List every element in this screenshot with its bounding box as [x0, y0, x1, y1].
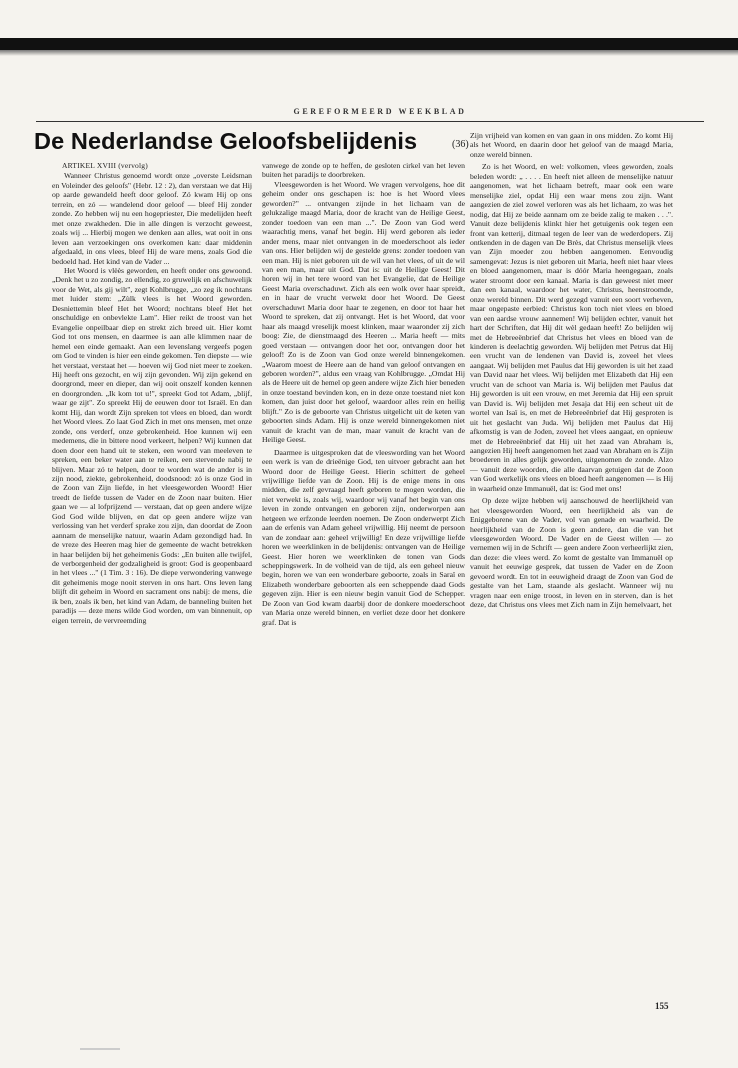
scan-top-shade	[0, 50, 738, 56]
page-number: 155	[655, 1001, 669, 1011]
paragraph: Het Woord is vlèès geworden, en heeft onder ons gewoond. „Denk het u zo zondig, zo ellendig, zo gruwelijk en afschuwelijk voor de Wet, als gij wilt", zegt Kohlbrugge, „zo zeg ik nochtans met luider stem: „Zùlk vlees is het Woord geworden. Desniettemin bleef Het het Woord; nochtans bleef Het het onschuldige en onbevlekte Lam". Hier reikt de troost van het Evangelie onpeilbaar diep en strekt zich breed uit. Hier komt God tot ons mensen, en daarmee is aan alle klimmen naar de hemel een einde gemaakt. Aan een levenslang vergeefs pogen om God te vinden is hier een einde gekomen. Ten diepste — wie het verstaat, verstaat het — hoeven wij God niet meer te zoeken. Hij heeft ons gezocht, en wij zijn gevonden. Wij zijn gekend en doorgrond, meer en dieper, dan wij ooit onszelf konden kennen en doorgronden. „Ik kom tot u!", spreekt God tot Adam, „blijf, waar ge zijt". Zo spreekt Hij de eeuwen door tot Israël. En dan komt Hij, dan wordt Zijn spreken tot vlees en bloed, dan wordt het Woord vlees. Zo laat God Zich in met ons mensen, met onze zonde, ons verderf, onze gebrokenheid. Hoe kunnen wij een medemens, die in bittere nood verkeert, helpen? Wij kunnen dat doen door een hand uit te steken, een woord van meeleven te spreken, een beker water aan te reiken, een stervende nabij te blijven. Maar zó te helpen, door te worden wat de ander is in zijn nood, ziekte, gebrokenheid, doodsnood: zó is onze God in de Zoon van Zijn liefde, in het vleesgeworden Woord! Hier treedt de liefde tussen de Vader en de Zoon naar buiten. Hier gaan we — al lofprijzend — verstaan, dat op geen andere wijze God God wilde blijven, en dat op geen andere wijze van verlossing van het verderf sprake zou zijn, dan doordat de Zoon aannam de menselijke natuur, waarin Adam gezondigd had. In de vreze des Heeren mag hier de gemeente de wacht betrekken in haar belijden bij het geheimenis Gods: „En buiten alle twijfel, de verborgenheid der godzaligheid is groot: God is geopenbaard in het vlees ..." (1 Tim. 3 : 16). De diepe verwondering vanwege dit geheimenis moge nooit sterven in ons hart. Ons leven lang blijft dit geheim in Woord en sacrament ons nabij: de mens, die ik ben, zoals ik ben, het kind van Adam, de banneling buiten het paradijs — deze mens wilde God worden, om van binnenuit, op eigen terrein, de vervreemding	[52, 265, 252, 625]
paragraph: Vleesgeworden is het Woord. We vragen vervolgens, hoe dit geheim onder ons geschapen is: hoe is het Woord vlees geworden?" ... ontvangen zijnde in het lichaam van de gelukzalige maagd Maria, door de kracht van de Heilige Geest, zonder toedoen van een man ...". De Zoon van God werd waarachtig mens, vanaf het begin. Hij werd geboren als ieder ander mens, maar niet ontvangen in de moederschoot als ieder van ons. Hier belijden wij de gestelde grens: zonder toedoen van een man. Hij is niet geboren uit de wil van het vlees, of uit de wil van een man, maar uit God. Dat is: uit de Heilige Geest! Dit horen wij in het tere woord van het Evangelie, dat de Heilige Geest Maria overschaduwt. Zich als een wolk over haar spreidt, en in haar de vrucht verwekt door het Woord. De Geest overschaduwt Maria door haar te zegenen, en door tot haar het Woord te spreken, dat zij ontvangt. Het is het Woord, dat voor haar als maagd vreselijk moest klinken, maar waaronder zij zich boog: Zie, de dienstmaagd des Heeren ... Maria heeft — mits goed verstaan — ontvangen door het oor, ontvangen door het geloof! Zo is de Zoon van God onze wereld binnengekomen. „Waarom moest de Heere aan de hand van geloof ontvangen en geboren worden?", aldus een vraag van Kohlbrugge. „Omdat Hij als de Heere uit de hemel op geen andere wijze Zich hier beneden in onze toestand bevinden kon, en in deze onze toestand niet kon komen, dan juist door het geloof, waardoor alles rein en heilig blijft." Zo is de geboorte van Christus uitgelicht uit de keten van geboorten sinds Adam. Hij is onze wereld binnengekomen niet vanuit de kracht van de man, maar vanuit de kracht van de Heilige Geest.	[262, 179, 465, 445]
scan-top-bar	[0, 38, 738, 50]
running-head: GEREFORMEERD WEEKBLAD	[293, 107, 467, 116]
paragraph: vanwege de zonde op te heffen, de gesloten cirkel van het leven buiten het paradijs te doorbreken.	[262, 161, 465, 180]
paragraph: Daarmee is uitgesproken dat de vleeswording van het Woord een werk is van de drieënige God, ten uitvoer gebracht aan het Woord door de Heilige Geest. Hierin schittert de geheel vrijwillige liefde van de Zoon. Hij is de enige mens in ons midden, die zelf gevraagd heeft geboren te mogen worden, die niet verwekt is, zoals wij, waardoor wij vanaf het begin van ons leven in zonde ontvangen en geboren zijn, onderworpen aan hetgeen we erfzonde leerden noemen. De Zoon onderwerpt Zich aan de erfenis van Adam geheel vrijwillig. Hij neemt de persoon van de zondaar aan: geheel vrijwillig! En deze vrijwillige liefde horen we weerklinken in de belijdenis: ontvangen van de Heilige Geest. Hier horen we weerklinken de tonen van Gods scheppingswerk. In de volheid van de tijd, als een geheel nieuw begin, horen we van een wonderbare geboorte, zoals in Saraï en Elizabeth wonderbare geboorten als een scheppende daad Gods gegeven zijn. Hier is een nieuw begin vanuit God de Schepper. De Zoon van God kwam daarbij door de donkere moederschoot van Maria onze wereld binnen, en verliet deze door het donkere graf. Dat is	[262, 447, 465, 627]
text-column-3	[470, 131, 673, 610]
text-column-1	[52, 161, 252, 625]
article-subtitle: ARTIKEL XVIII (vervolg)	[62, 161, 148, 170]
article-title: De Nederlandse Geloofsbelijdenis	[34, 128, 418, 154]
paragraph: Zo is het Woord, en wel: volkomen, vlees geworden, zoals beleden wordt: „ . . . . En heeft niet alleen de menselijke natuur aangenomen, wat het lichaam betreft, maar ook een ware menselijke ziel, opdat Hij een waar mens zou zijn. Want aangezien de ziel zowel verloren was als het lichaam, zo was het nodig, dat Hij ze beide aannam om ze beide zalig te maken . . .". Vanuit deze belijdenis klinkt hier het getuigenis ook tegen een front van ketterij, ditmaal tegen de leer van de wederdopers. Zij ontkenden in de dagen van De Brès, dat Christus menselijk vlees van Zijn moeder zou hebben aangenomen. Eenvoudig samengevat: Jezus is niet geboren uit Maria, heeft niet haar vlees en bloed aangenomen, maar is dóór Maria heengegaan, zoals water stroomt door een kanaal. Maria is dan geweest niet meer dan een kanaal, waardoor het water, Christus, heenstroomde, onze wereld binnen. Dit werd gezegd vanuit een soort verheven, maar ongepaste eerbied: Christus kon toch niet vlees en bloed van een aardse vrouw aannemen! Wij belijden echter, vanuit het hart der Schriften, dat Hij dit wèl gedaan heeft! Zo belijden wij met de Hebreeënbrief dat Christus het vlees en bloed van de kinderen is deelachtig geworden. Wij belijden met Petrus dat Hij een vrucht van de lendenen van David is, zoveel het vlees aangaat. Wij belijden met Paulus dat Hij geworden is uit het zaad van David naar het vlees. Wij belijden met Elizabeth dat Hij een vrucht van de schoot van Maria is. Wij belijden met Paulus dat Hij geworden is uit een vrouw, en met Jeremia dat Hij een spruit van David is. Wij belijden met Jesaja dat Hij een scheut uit de wortel van Isaï is, en met de Hebreeënbrief dat Hij gesproten is uit het geslacht van Juda. Wij belijden met Paulus dat Hij afkomstig is van de Joden, zoveel het vlees aangaat, en opnieuw met de Hebreeënbrief dat Hij uit het zaad van Abraham is, aangezien Hij heeft aangenomen het zaad van Abraham en is Zijn broederen in alles gelijk geworden, uitgenomen de zonde. Alzo — vanuit deze woorden, die alle daarvan getuigen dat de Zoon van God werkelijk ons vlees en bloed heeft aangenomen — is Hij in waarheid onze Immanuël, dat is: God met ons!	[470, 162, 673, 493]
paragraph: Op deze wijze hebben wij aanschouwd de heerlijkheid van het vleesgeworden Woord, een heerlijkheid als van de Eniggeborene van de Vader, vol van genade en waarheid. De heerlijkheid van de Zoon is geen andere, dan die van het vleesgeworden Woord. De Vader en de Geest willen — zo vernemen wij in de Schrift — geen andere Zoon verheerlijkt zien, dan deze: die vlees werd. Zo komt de gestalte van Immanuël op vanuit het eeuwige gesprek, dat tussen de Vader en de Zoon gevoerd wordt. En tot in eeuwigheid draagt de Zoon van God de gestalte van het Lam, staande als geslacht. Wanneer wij nu vragen naar een enige troost, in leven en in sterven, dan is het deze, dat Christus ons vlees met Zich nam in Zijn hemelvaart, het	[470, 496, 673, 610]
header-rule	[36, 121, 704, 122]
text-column-2	[262, 161, 465, 627]
article-part-number: (36)	[452, 139, 469, 150]
paragraph: Zijn vrijheid van komen en van gaan in ons midden. Zo komt Hij als het Woord, en daarin door het geloof van de maagd Maria, onze wereld binnen.	[470, 131, 673, 159]
paragraph: Wanneer Christus genoemd wordt onze „overste Leidsman en Voleinder des geloofs" (Hebr. 12 : 2), dan verstaan we dat Hij op aarde gewandeld heeft door geloof. Zó kwam Hij op ons terrein, en zó — wandelend door geloof — bleef Hij zonder zonde. Zo hebben wij nu een hogepriester, Die medelijden heeft met onze zwakheden. Die in alle dingen is verzocht geweest, zoals wij ... Hierbij mogen we denken aan alles, wat ooit in ons leven aan verzoekingen ons overkomen kan: daar middenin afgedaald, in ons vlees, bleef Hij de ware mens, zoals God die bedoeld had. Het kind van de Vader ...	[52, 171, 252, 266]
scan-smudge	[80, 1048, 120, 1050]
